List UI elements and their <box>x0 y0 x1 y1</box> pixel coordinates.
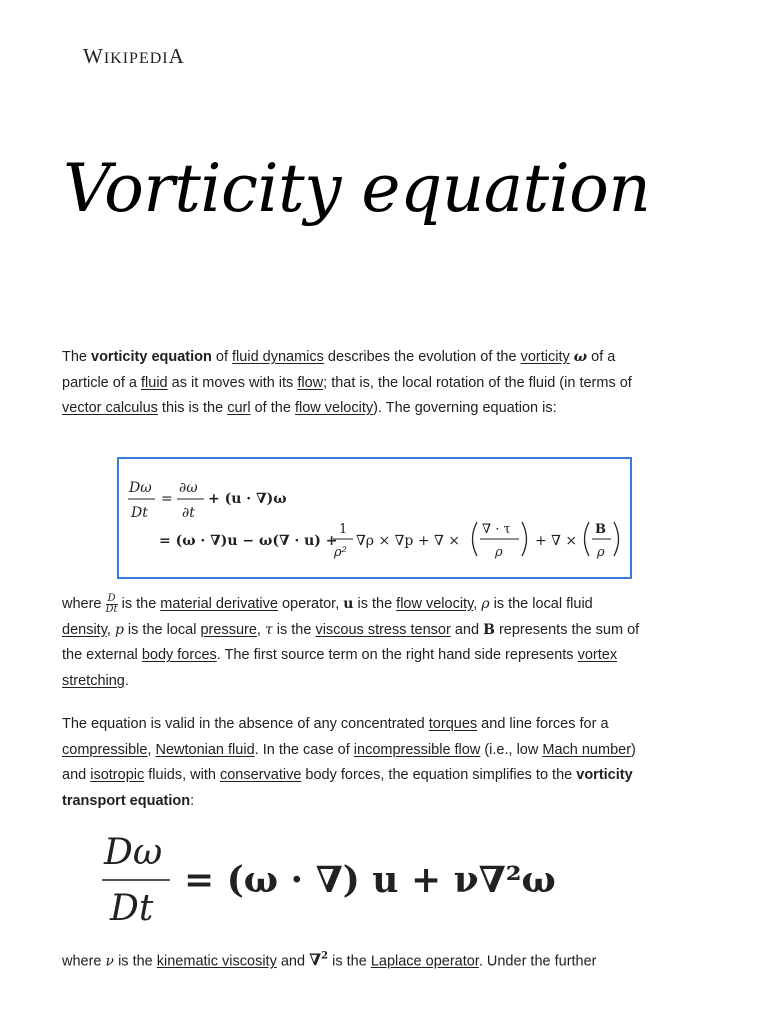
svg-text:Dω: Dω <box>129 480 152 496</box>
link-body-forces[interactable]: body forces <box>141 647 217 664</box>
link-density[interactable]: density <box>62 621 107 638</box>
svg-text:ρ²: ρ² <box>334 545 347 560</box>
link-vorticity[interactable]: vorticity <box>520 349 570 365</box>
svg-text:ρ: ρ <box>597 545 605 560</box>
svg-text:+ ∇ ×: + ∇ × <box>535 533 578 549</box>
page-title: Vorticity equation <box>63 150 651 227</box>
bold-term-2: vorticity transport equation <box>62 767 633 809</box>
svg-text:=: = <box>161 491 173 507</box>
link-flow[interactable]: flow <box>297 374 324 391</box>
link-kinematic-viscosity[interactable]: kinematic viscosity <box>156 953 277 970</box>
equation-line-1 <box>128 480 287 521</box>
svg-text:ρ: ρ <box>495 545 503 560</box>
link-torques[interactable]: torques <box>428 716 478 732</box>
wikipedia-logo[interactable] <box>83 44 185 69</box>
link-conservative[interactable]: conservative <box>219 767 302 784</box>
validity-paragraph: The equation is valid in the absence of any concentrated torques and line forces for a compressible, Newtonian fluid. In the case of incompressible flow (i.e., low Mach number) and isotropic fluids, with conservative body forces, the equation simplifies to the vorticity transport equation: <box>62 716 636 809</box>
link-flow-velocity-2[interactable]: flow velocity <box>396 596 474 612</box>
link-incompressible-flow[interactable]: incompressible flow <box>353 741 481 758</box>
svg-text:∂ω: ∂ω <box>179 480 198 496</box>
link-flow-velocity[interactable]: flow velocity <box>294 400 374 417</box>
logo-letter: A <box>168 44 185 68</box>
link-vortex-stretching[interactable]: vortex stretching <box>62 647 618 689</box>
svg-text:= (ω · ∇)u − ω(∇ · u) +: = (ω · ∇)u − ω(∇ · u) + <box>159 533 338 549</box>
omega-symbol: ω <box>573 349 588 365</box>
material-derivative-symbol: $\frac{D}{Dt}$ <box>105 592 118 615</box>
laplace-paragraph: where ν is the kinematic viscosity and ∇$^2$ is the Laplace operator. Under the further <box>62 950 597 970</box>
vorticity-equation-box <box>117 457 632 579</box>
svg-text:+ (u · ∇)ω: + (u · ∇)ω <box>208 491 287 507</box>
link-fluid[interactable]: fluid <box>141 374 168 391</box>
link-pressure[interactable]: pressure <box>200 621 257 638</box>
link-curl[interactable]: curl <box>227 400 251 417</box>
svg-text:= (ω · ∇) u + ν∇²ω: = (ω · ∇) u + ν∇²ω <box>184 859 556 901</box>
link-isotropic[interactable]: isotropic <box>90 767 145 784</box>
equation-line-2 <box>159 522 619 560</box>
link-mach-number[interactable]: Mach number <box>542 741 632 758</box>
link-compressible[interactable]: compressible <box>62 741 148 758</box>
vorticity-transport-equation <box>98 830 558 930</box>
svg-text:Dt: Dt <box>110 888 154 929</box>
intro-paragraph: The vorticity equation of fluid dynamics describes the evolution of the vorticity ω of a particle of a fluid as it moves with its flow; that is, the local rotation of the fluid (in terms of vector calculus this is the curl of the flow velocity). The governing equation is: <box>62 349 632 417</box>
link-newtonian-fluid[interactable]: Newtonian fluid <box>155 741 255 758</box>
definitions-paragraph: where $\frac{D}{Dt}$ is the material derivative operator, u is the flow velocity, ρ is the local fluid density, p is the local pressure, τ is the viscous stress tensor and B represents the sum of the external body forces. The first source term on the right hand side represents vortex stretching. <box>62 592 640 689</box>
logo-letters: IKIPEDI <box>103 50 169 67</box>
svg-text:B: B <box>595 522 606 537</box>
link-vector-calculus[interactable]: vector calculus <box>62 400 158 417</box>
link-material-derivative[interactable]: material derivative <box>160 596 278 612</box>
svg-text:∇ · τ: ∇ · τ <box>482 522 511 537</box>
svg-text:Dt: Dt <box>131 505 148 521</box>
link-fluid-dynamics[interactable]: fluid dynamics <box>232 349 324 365</box>
svg-text:Dω: Dω <box>104 832 163 873</box>
svg-text:1: 1 <box>339 522 348 537</box>
svg-text:∂t: ∂t <box>182 505 195 521</box>
svg-text:∇ρ × ∇p + ∇ ×: ∇ρ × ∇p + ∇ × <box>356 533 460 549</box>
link-viscous-stress-tensor[interactable]: viscous stress tensor <box>315 621 451 638</box>
link-laplace-operator[interactable]: Laplace operator <box>370 953 479 970</box>
logo-letter: W <box>83 44 104 68</box>
bold-term: vorticity equation <box>91 349 212 365</box>
